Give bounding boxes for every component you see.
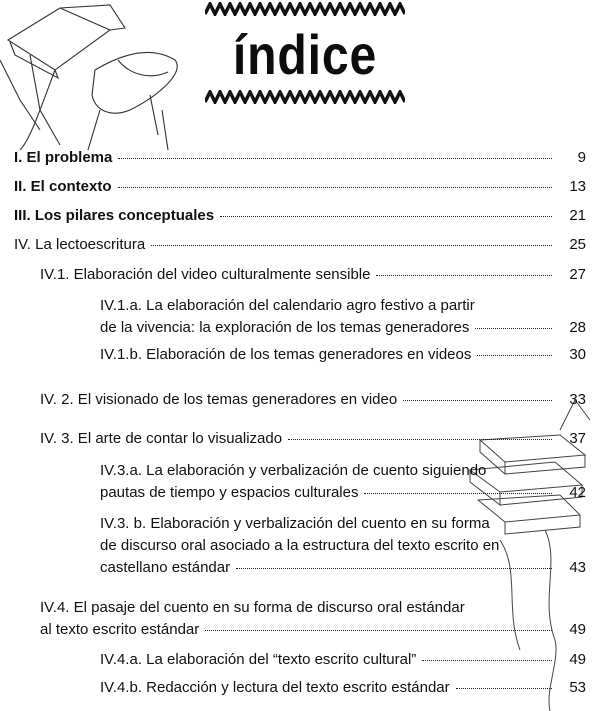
toc-entry-line: IV.3.a. La elaboración y verbalización de cuento siguiendo: [100, 462, 487, 479]
toc-entry-line: IV.4. El pasaje del cuento en su forma de discurso oral estándar: [40, 599, 465, 616]
toc-entry-line: IV.1.a. La elaboración del calendario agro festivo a partir: [100, 297, 475, 314]
dot-leader: [422, 659, 552, 661]
toc-entry[interactable]: [100, 461, 586, 502]
dot-leader: [364, 492, 552, 494]
toc-entry[interactable]: [100, 296, 586, 337]
toc-entry-label: castellano estándar: [100, 559, 231, 576]
toc-page-number: 30: [569, 346, 586, 363]
toc-page-number: 53: [569, 679, 586, 696]
toc-page-number: 33: [569, 391, 586, 408]
page-title: índice: [232, 23, 378, 86]
dot-leader: [376, 274, 552, 276]
dot-leader: [220, 215, 552, 217]
toc-entry-label: al texto escrito estándar: [40, 621, 200, 638]
toc-entry[interactable]: [100, 678, 586, 697]
toc-page-number: 49: [569, 621, 586, 638]
toc-entry-label: IV.1. Elaboración del video culturalmente sensible: [40, 266, 371, 283]
dot-leader: [205, 629, 552, 631]
dot-leader: [151, 244, 552, 246]
toc-page-number: 27: [569, 266, 586, 283]
toc-entry-label: II. El contexto: [14, 178, 112, 195]
dot-leader: [118, 186, 552, 188]
toc-page-number: 37: [569, 430, 586, 447]
toc-page-number: 21: [569, 207, 586, 224]
toc-page-number: 13: [569, 178, 586, 195]
toc-entry-label: IV.4.a. La elaboración del “texto escrito cultural”: [100, 651, 417, 668]
toc-entry-label: pautas de tiempo y espacios culturales: [100, 484, 359, 501]
toc-entry-label: IV.4.b. Redacción y lectura del texto escrito estándar: [100, 679, 450, 696]
toc-page-number: 9: [577, 149, 586, 166]
toc-entry-label: IV. 2. El visionado de los temas generadores en video: [40, 391, 398, 408]
dot-leader: [456, 687, 552, 689]
toc-entry[interactable]: [100, 514, 586, 577]
toc-entry[interactable]: [40, 598, 586, 639]
toc-entry-label: de la vivencia: la exploración de los temas generadores: [100, 319, 470, 336]
toc-entry[interactable]: [40, 265, 586, 284]
dot-leader: [118, 157, 552, 159]
toc-entry-label: IV.1.b. Elaboración de los temas generadores en videos: [100, 346, 472, 363]
toc-page-number: 49: [569, 651, 586, 668]
dot-leader: [288, 438, 552, 440]
toc-entry-line: IV.3. b. Elaboración y verbalización del cuento en su forma: [100, 515, 490, 532]
dot-leader: [475, 327, 552, 329]
toc-entry[interactable]: [100, 650, 586, 669]
toc-entry[interactable]: [40, 429, 586, 448]
toc-entry-label: IV. 3. El arte de contar lo visualizado: [40, 430, 283, 447]
toc-entry-line: de discurso oral asociado a la estructura del texto escrito en: [100, 537, 500, 554]
toc-entry[interactable]: [100, 345, 586, 364]
toc-page-number: 25: [569, 236, 586, 253]
toc-entry[interactable]: [14, 148, 586, 167]
toc-entry[interactable]: [40, 390, 586, 409]
toc-entry-label: III. Los pilares conceptuales: [14, 207, 215, 224]
toc-page-number: 43: [569, 559, 586, 576]
toc-entry-label: I. El problema: [14, 149, 113, 166]
dot-leader: [236, 567, 552, 569]
toc-entry[interactable]: [14, 206, 586, 225]
toc-page-number: 28: [569, 319, 586, 336]
toc-entry[interactable]: [14, 235, 586, 254]
toc-page-number: 42: [569, 484, 586, 501]
toc-entry-label: IV. La lectoescritura: [14, 236, 146, 253]
dot-leader: [477, 354, 552, 356]
toc-entry[interactable]: [14, 177, 586, 196]
dot-leader: [403, 399, 552, 401]
